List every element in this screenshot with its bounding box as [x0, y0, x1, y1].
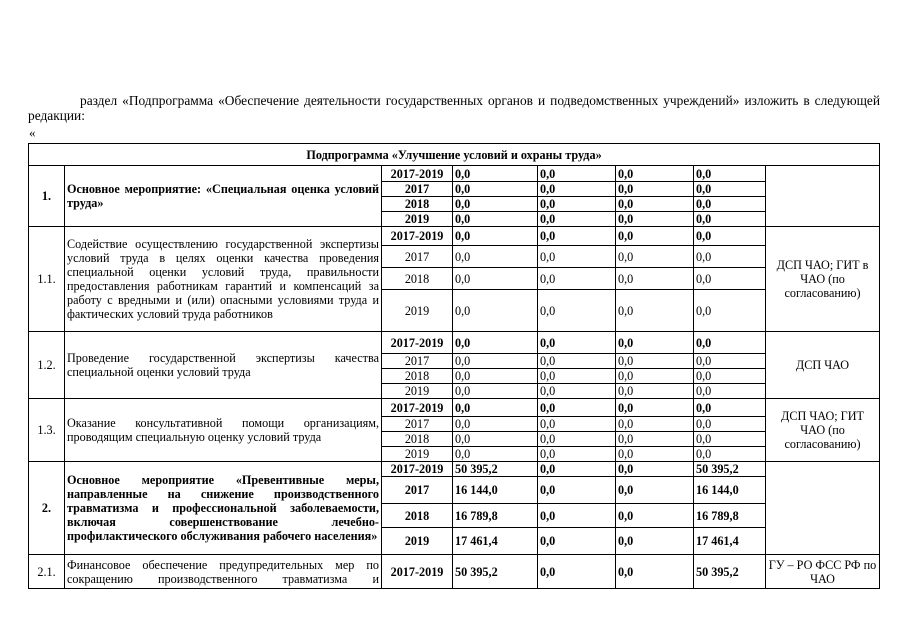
value-cell: 0,0 — [616, 504, 694, 528]
value-cell: 0,0 — [616, 462, 694, 477]
value-cell: 0,0 — [538, 182, 616, 197]
item-number: 1.2. — [29, 332, 65, 399]
executor-cell: ДСП ЧАО; ГИТ ЧАО (по согласованию) — [766, 399, 880, 462]
value-cell: 0,0 — [694, 369, 766, 384]
year-cell: 2018 — [382, 369, 453, 384]
value-cell: 0,0 — [694, 182, 766, 197]
year-cell: 2017 — [382, 477, 453, 504]
value-cell: 0,0 — [538, 504, 616, 528]
year-cell: 2017 — [382, 182, 453, 197]
value-cell: 0,0 — [616, 528, 694, 555]
value-cell: 0,0 — [616, 354, 694, 369]
value-cell: 0,0 — [616, 477, 694, 504]
value-cell: 0,0 — [453, 447, 538, 462]
value-cell: 0,0 — [694, 432, 766, 447]
item-description: Содействие осуществлению государственной экспертизы условий труда в целях оценки качества проведения специальной оценки условий труда, правильности предоставления работникам гарантий и компенсаций за работу с вредными и (или) опасными условиями труда и фактических условий труда работников — [65, 227, 382, 332]
value-cell: 16 144,0 — [694, 477, 766, 504]
value-cell: 0,0 — [453, 290, 538, 332]
executor-cell: ДСП ЧАО — [766, 332, 880, 399]
value-cell: 50 395,2 — [453, 462, 538, 477]
value-cell: 0,0 — [453, 246, 538, 268]
executor-cell: ГУ – РО ФСС РФ по ЧАО — [766, 555, 880, 589]
value-cell: 0,0 — [538, 399, 616, 417]
year-cell: 2019 — [382, 212, 453, 227]
value-cell: 0,0 — [694, 399, 766, 417]
value-cell: 0,0 — [453, 332, 538, 354]
value-cell: 0,0 — [694, 246, 766, 268]
value-cell: 0,0 — [538, 384, 616, 399]
table-row — [29, 332, 880, 354]
table-row — [29, 399, 880, 417]
value-cell: 17 461,4 — [694, 528, 766, 555]
value-cell: 0,0 — [453, 182, 538, 197]
item-description: Проведение государственной экспертизы качества специальной оценки условий труда — [65, 332, 382, 399]
value-cell: 0,0 — [616, 268, 694, 290]
value-cell: 0,0 — [616, 182, 694, 197]
value-cell: 0,0 — [453, 227, 538, 246]
value-cell: 0,0 — [694, 197, 766, 212]
value-cell: 0,0 — [616, 555, 694, 589]
executor-cell: ДСП ЧАО; ГИТ в ЧАО (по согласованию) — [766, 227, 880, 332]
value-cell: 0,0 — [694, 290, 766, 332]
value-cell: 17 461,4 — [453, 528, 538, 555]
item-description: Финансовое обеспечение предупредительных мер по сокращению производственного травматизма и — [65, 555, 382, 589]
value-cell: 0,0 — [538, 166, 616, 182]
year-cell: 2017-2019 — [382, 166, 453, 182]
value-cell: 0,0 — [538, 268, 616, 290]
year-cell: 2018 — [382, 197, 453, 212]
year-cell: 2017-2019 — [382, 332, 453, 354]
value-cell: 0,0 — [616, 212, 694, 227]
value-cell: 0,0 — [538, 528, 616, 555]
item-number: 1.3. — [29, 399, 65, 462]
item-description: Основное мероприятие: «Специальная оценка условий труда» — [65, 166, 382, 227]
year-cell: 2017 — [382, 246, 453, 268]
value-cell: 0,0 — [616, 399, 694, 417]
value-cell: 0,0 — [453, 197, 538, 212]
value-cell: 0,0 — [694, 166, 766, 182]
value-cell: 50 395,2 — [453, 555, 538, 589]
value-cell: 0,0 — [616, 432, 694, 447]
year-cell: 2019 — [382, 447, 453, 462]
value-cell: 0,0 — [538, 432, 616, 447]
item-number: 1. — [29, 166, 65, 227]
value-cell: 0,0 — [694, 354, 766, 369]
value-cell: 0,0 — [538, 290, 616, 332]
value-cell: 50 395,2 — [694, 555, 766, 589]
item-number: 1.1. — [29, 227, 65, 332]
value-cell: 0,0 — [694, 227, 766, 246]
year-cell: 2017-2019 — [382, 227, 453, 246]
value-cell: 0,0 — [694, 384, 766, 399]
value-cell: 0,0 — [694, 417, 766, 432]
value-cell: 0,0 — [453, 399, 538, 417]
item-description: Оказание консультативной помощи организациям, проводящим специальную оценку условий труда — [65, 399, 382, 462]
value-cell: 0,0 — [616, 417, 694, 432]
item-description: Основное мероприятие «Превентивные меры, направленные на снижение производственного травматизма и профессиональной заболеваемости, включая совершенствование лечебно-профилактического обслуживания рабочего населения» — [65, 462, 382, 555]
executor-cell — [766, 462, 880, 555]
subprogram-table — [28, 143, 880, 589]
value-cell: 0,0 — [616, 332, 694, 354]
value-cell: 0,0 — [538, 197, 616, 212]
year-cell: 2019 — [382, 528, 453, 555]
executor-cell — [766, 166, 880, 227]
opening-quote-mark: « — [29, 125, 36, 140]
value-cell: 16 789,8 — [694, 504, 766, 528]
year-cell: 2019 — [382, 290, 453, 332]
table-row — [29, 166, 880, 182]
value-cell: 0,0 — [694, 332, 766, 354]
value-cell: 0,0 — [616, 246, 694, 268]
value-cell: 0,0 — [453, 212, 538, 227]
value-cell: 0,0 — [616, 227, 694, 246]
value-cell: 0,0 — [616, 369, 694, 384]
year-cell: 2017 — [382, 417, 453, 432]
value-cell: 0,0 — [453, 384, 538, 399]
value-cell: 0,0 — [538, 212, 616, 227]
value-cell: 0,0 — [538, 354, 616, 369]
value-cell: 0,0 — [538, 417, 616, 432]
value-cell: 0,0 — [538, 462, 616, 477]
year-cell: 2019 — [382, 384, 453, 399]
year-cell: 2017-2019 — [382, 462, 453, 477]
value-cell: 0,0 — [538, 447, 616, 462]
item-number: 2.1. — [29, 555, 65, 589]
value-cell: 0,0 — [694, 268, 766, 290]
value-cell: 0,0 — [616, 197, 694, 212]
year-cell: 2018 — [382, 432, 453, 447]
value-cell: 0,0 — [453, 268, 538, 290]
table-title: Подпрограмма «Улучшение условий и охраны труда» — [29, 144, 880, 166]
value-cell: 0,0 — [453, 417, 538, 432]
value-cell: 0,0 — [616, 384, 694, 399]
year-cell: 2018 — [382, 268, 453, 290]
value-cell: 0,0 — [694, 212, 766, 227]
value-cell: 50 395,2 — [694, 462, 766, 477]
year-cell: 2017 — [382, 354, 453, 369]
value-cell: 0,0 — [538, 246, 616, 268]
value-cell: 0,0 — [453, 354, 538, 369]
value-cell: 0,0 — [538, 369, 616, 384]
table-row — [29, 462, 880, 477]
value-cell: 0,0 — [538, 477, 616, 504]
value-cell: 0,0 — [453, 432, 538, 447]
value-cell: 0,0 — [453, 369, 538, 384]
value-cell: 0,0 — [694, 447, 766, 462]
value-cell: 0,0 — [616, 290, 694, 332]
value-cell: 16 144,0 — [453, 477, 538, 504]
table-title-row — [29, 144, 880, 166]
value-cell: 0,0 — [616, 166, 694, 182]
value-cell: 0,0 — [453, 166, 538, 182]
year-cell: 2018 — [382, 504, 453, 528]
table-row — [29, 227, 880, 246]
value-cell: 0,0 — [538, 332, 616, 354]
intro-paragraph: раздел «Подпрограмма «Обеспечение деятельности государственных органов и подведомственных учреждений» изложить в следующей редакции: — [28, 93, 880, 123]
value-cell: 16 789,8 — [453, 504, 538, 528]
value-cell: 0,0 — [538, 227, 616, 246]
item-number: 2. — [29, 462, 65, 555]
value-cell: 0,0 — [538, 555, 616, 589]
value-cell: 0,0 — [616, 447, 694, 462]
year-cell: 2017-2019 — [382, 555, 453, 589]
year-cell: 2017-2019 — [382, 399, 453, 417]
table-row — [29, 555, 880, 589]
